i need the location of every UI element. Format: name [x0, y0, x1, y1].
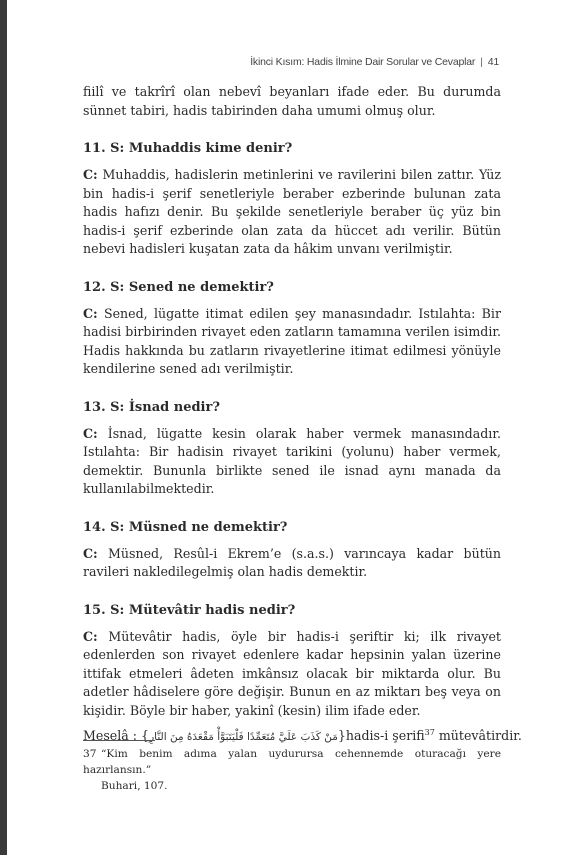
footnote-line: [83, 746, 501, 778]
footnote-text: “Kim benim adıma yalan uydurursa cehennemde oturacağı yere hazırlansın.”: [83, 748, 501, 776]
answer-paragraph: [83, 305, 501, 379]
answer-label: C:: [83, 305, 98, 321]
footnote-divider: [83, 740, 155, 741]
answer-label: C:: [83, 628, 98, 644]
section-15: [83, 602, 522, 748]
example-middle: }hadis-i şerifi: [337, 728, 425, 743]
answer-label: C:: [83, 545, 98, 561]
answer-text: Sened, lügatte itimat edilen şey manasındadır. Istılahta: Bir hadisi birbirinden rivayet eden zatların tamamına verilen isimdir. Hadis hakkında bu zatların rivayetlerine itimat edilmesi yönüyle kendilerine sened adı verilmiştir.: [83, 305, 501, 376]
section-13: [83, 399, 501, 499]
question-heading: 13. S: İsnad nedir?: [83, 399, 220, 415]
answer-label: C:: [83, 425, 98, 441]
answer-text: Mütevâtir hadis, öyle bir hadis-i şeriftir ki; ilk rivayet edenlerden son rivayet edenlere kadar hepsinin yalan üzerine ittifak etmeleri âdeten imkânsız olacak bir miktarda olur. Bu adetler hâdiselere göre değişir. Bunun en az miktarı beş veya on kişidir. Böyle bir haber, yakinî (kesin) ilim ifade eder.: [83, 628, 501, 718]
answer-label: C:: [83, 167, 98, 182]
page-body: [83, 83, 522, 747]
example-suffix: mütevâtirdir.: [434, 728, 522, 743]
question-heading: 14. S: Müsned ne demektir?: [83, 519, 288, 535]
answer-text: Müsned, Resûl-i Ekrem’e (s.a.s.) varıncaya kadar bütün ravileri nakledilegelmiş olan hadis demektir.: [83, 545, 501, 579]
question-heading: 12. S: Sened ne demektir?: [83, 279, 274, 295]
answer-paragraph: [83, 628, 501, 721]
header-title: İkinci Kısım: Hadis İlmine Dair Sorular ve Cevaplar: [250, 56, 476, 68]
example-line: [83, 726, 522, 747]
answer-paragraph: [83, 545, 501, 582]
answer-text: Muhaddis, hadislerin metinlerini ve ravilerini bilen zattır. Yüz bin hadis-i şerif senetleriyle beraber ezberinde bulunan zata hadis hafızı denir. Bu şekilde senetleriyle beraber üç yüz bin hadis-i şerif ezberinde olan zata da hüccet adı verilir. Bütün nebevi hadisleri kuşatan zata da hâkim unvanı verilmiştir.: [83, 167, 501, 256]
page-edge-shadow: [0, 0, 7, 855]
section-11: [83, 140, 501, 259]
example-prefix: Meselâ : {: [83, 728, 150, 743]
section-12: [83, 279, 501, 379]
footnote-number: 37: [83, 748, 97, 760]
page-number: 41: [487, 56, 499, 68]
question-heading: 15. S: Mütevâtir hadis nedir?: [83, 602, 296, 618]
running-header: [250, 56, 499, 68]
question-heading: 11. S: Muhaddis kime denir?: [83, 141, 293, 156]
footnote-reference[interactable]: 37: [424, 727, 435, 737]
header-separator: |: [480, 56, 483, 68]
footnote-source: Buhari, 107.: [101, 780, 168, 792]
answer-paragraph: [83, 425, 501, 499]
section-14: [83, 519, 501, 582]
answer-text: İsnad, lügatte kesin olarak haber vermek manasındadır. Istılahta: Bir hadisin rivayet tarikini (yolunu) haber vermek, demektir. Bununla birlikte sened ile isnad aynı manada da kullanılabilmektedir.: [83, 425, 501, 496]
arabic-hadith-text: مَنْ كَذَبَ عَلَيَّ مُتَعَمِّدًا فَلْيَتَبَوَّأْ مَقْعَدَهُ مِنَ النَّارِ: [149, 731, 338, 743]
intro-paragraph: fiilî ve takrîrî olan nebevî beyanları ifade eder. Bu durumda sünnet tabiri, hadis tabirinden daha umumi olmuş olur.: [83, 84, 501, 118]
footnote: [83, 746, 501, 794]
answer-paragraph: [83, 166, 501, 259]
